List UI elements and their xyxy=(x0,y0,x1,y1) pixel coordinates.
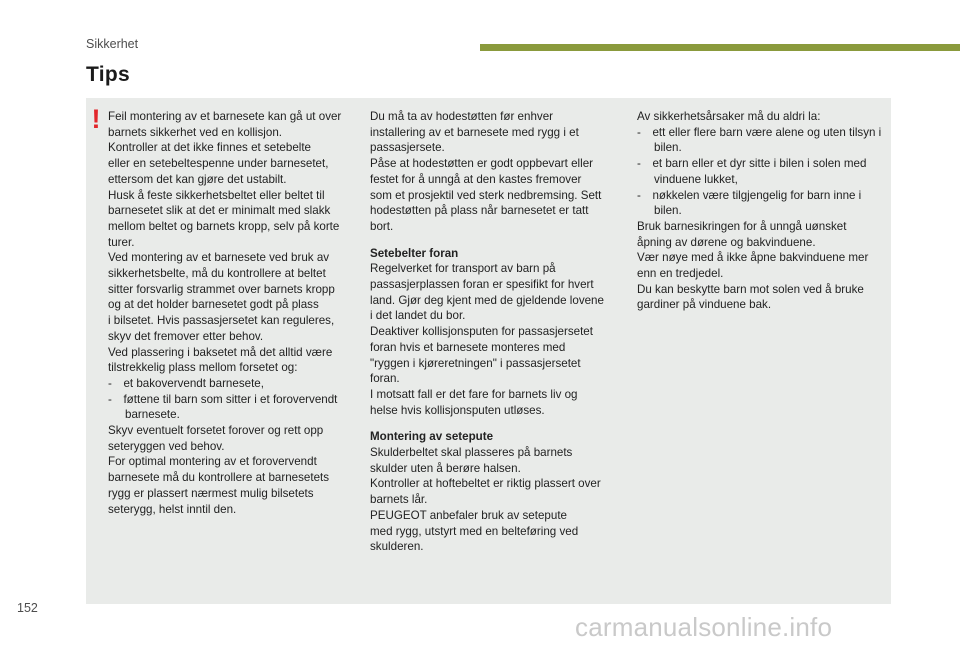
paragraph: Ved plassering i baksetet må det alltid være tilstrekkelig plass mellom forsetet og: xyxy=(108,345,333,375)
subheading-seatbelts-front: Setebelter foran xyxy=(370,246,459,260)
bullet-list xyxy=(637,125,885,219)
list-item: - nøkkelen være tilgjengelig for barn inne i bilen. xyxy=(637,188,862,218)
section-accent-bar xyxy=(480,44,960,51)
paragraph: Vær nøye med å ikke åpne bakvinduene mer enn en tredjedel. xyxy=(637,251,869,281)
paragraph: I motsatt fall er det fare for barnets liv og helse hvis kollisjonsputen utløses. xyxy=(370,387,578,417)
tips-column-2 xyxy=(370,109,618,555)
paragraph: PEUGEOT anbefaler bruk av setepute med rygg, utstyrt med en belteføring ved skulderen. xyxy=(370,508,579,554)
paragraph: Av sikkerhetsårsaker må du aldri la: xyxy=(637,110,821,123)
paragraph: Ved montering av et barnesete ved bruk av sikkerhetsbelte, må du kontrollere at beltet sitter forsvarlig strammet over barnets kropp og at det holder barnesetet godt på plass i bilsetet. Hvis passasjersetet kan reguleres, skyv det fremover etter behov. xyxy=(108,251,335,343)
exclamation-warning-icon: ! xyxy=(91,104,101,134)
paragraph: Skulderbeltet skal plasseres på barnets skulder uten å berøre halsen. xyxy=(370,446,573,475)
watermark: carmanualsonline.info xyxy=(575,612,833,642)
paragraph: Husk å feste sikkerhetsbeltet eller beltet til barnesetet slik at det er minimalt med slakk mellom beltet og barnets kropp, selv på korte turer. xyxy=(108,188,340,249)
paragraph: Du kan beskytte barn mot solen ved å bruke gardiner på vinduene bak. xyxy=(637,282,864,312)
paragraph: Du må ta av hodestøtten før enhver installering av et barnesete med rygg i et passasjersete. xyxy=(370,110,579,155)
list-item: - et bakovervendt barnesete, xyxy=(108,376,264,390)
paragraph: Skyv eventuelt forsetet forover og rett opp seteryggen ved behov. xyxy=(108,424,324,453)
paragraph: Kontroller at det ikke finnes et setebelte eller en setebeltespenne under barnesetet, ettersom det kan gjøre det ustabilt. xyxy=(108,141,329,186)
tips-column-3 xyxy=(637,109,885,313)
page-title: Tips xyxy=(86,63,130,86)
paragraph: Regelverket for transport av barn på passasjerplassen foran er spesifikt for hvert land. Gjør deg kjent med de gjeldende lovene i det landet du bor. xyxy=(370,262,604,323)
paragraph: Bruk barnesikringen for å unngå uønsket åpning av dørene og bakvinduene. xyxy=(637,219,847,249)
tips-column-1 xyxy=(108,109,356,517)
paragraph: Deaktiver kollisjonsputen for passasjersetet foran hvis et barnesete monteres med "ryggen i kjøreretningen" i passasjersetet foran. xyxy=(370,325,593,386)
paragraph: Feil montering av et barnesete kan gå ut over barnets sikkerhet ved en kollisjon. xyxy=(108,110,342,139)
bullet-list xyxy=(108,376,356,423)
paragraph: For optimal montering av et forovervendt barnesete må du kontrollere at barnesetets rygg er plassert nærmest mulig bilsetets seterygg, helst inntil den. xyxy=(108,455,330,516)
section-label: Sikkerhet xyxy=(86,37,139,51)
list-item: - føttene til barn som sitter i et forovervendt barnesete. xyxy=(108,392,338,422)
list-item: - et barn eller et dyr sitte i bilen i solen med vinduene lukket, xyxy=(637,157,867,186)
paragraph: Påse at hodestøtten er godt oppbevart eller festet for å unngå at den kastes fremover som et prosjektil ved sterk nedbremsing. Sett hodestøtten på plass når barnesetet er tatt bort. xyxy=(370,157,602,233)
subheading-booster-cushion: Montering av setepute xyxy=(370,430,494,444)
paragraph: Kontroller at hoftebeltet er riktig plassert over barnets lår. xyxy=(370,477,601,507)
page-number: 152 xyxy=(17,601,38,615)
list-item: - ett eller flere barn være alene og uten tilsyn i bilen. xyxy=(637,125,882,155)
